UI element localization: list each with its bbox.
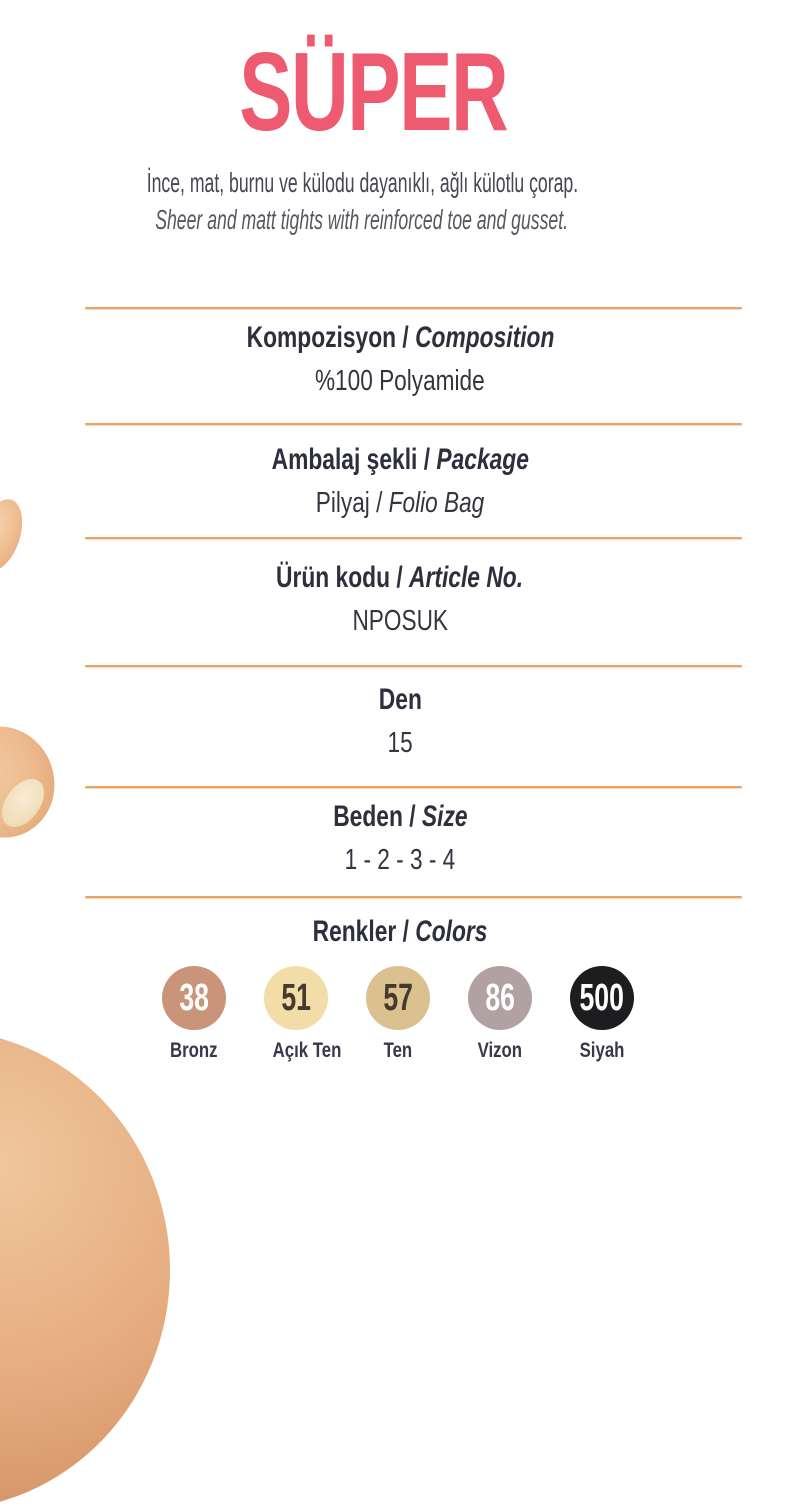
spec-label-tr: Kompozisyon	[246, 321, 396, 354]
page-title-text: SÜPER	[238, 30, 508, 155]
swatch-code: 51	[281, 977, 311, 1019]
color-swatch-ten	[366, 966, 430, 1062]
swatch-code: 57	[383, 977, 413, 1019]
swatch-code: 38	[179, 977, 209, 1019]
description-english: Sheer and matt tights with reinforced toe and gusset.	[155, 204, 569, 235]
spec-composition	[0, 318, 800, 400]
divider-line	[85, 665, 742, 667]
spec-den	[0, 680, 800, 762]
colors-heading	[0, 912, 800, 952]
colors-separator: /	[396, 915, 416, 948]
spec-value: %100 Polyamide	[315, 365, 485, 397]
color-swatch-acik-ten	[264, 966, 342, 1062]
spec-heading	[0, 797, 800, 837]
swatch-code: 500	[579, 977, 625, 1019]
spec-label-en: Article No.	[409, 561, 524, 594]
swatch-circle	[162, 966, 226, 1030]
divider-line	[85, 896, 742, 898]
page-title	[0, 30, 800, 155]
swatch-circle	[264, 966, 328, 1030]
swatch-circle	[366, 966, 430, 1030]
spec-heading	[0, 558, 800, 598]
spec-value: 1 - 2 - 3 - 4	[344, 844, 456, 876]
swatch-code: 86	[485, 977, 515, 1019]
swatch-circle	[570, 966, 634, 1030]
spec-separator: /	[417, 443, 437, 476]
spec-article-no	[0, 558, 800, 640]
photo-fragment-leg	[0, 1030, 170, 1510]
spec-separator: /	[402, 800, 422, 833]
color-swatch-bronz	[162, 966, 226, 1062]
divider-line	[85, 537, 742, 539]
swatch-name: Vizon	[477, 1039, 523, 1062]
color-swatch-siyah	[570, 966, 634, 1062]
spec-separator: /	[395, 321, 415, 354]
spec-label-tr: Ürün kodu	[276, 561, 391, 594]
spec-heading	[0, 680, 800, 720]
spec-label-en: Composition	[414, 321, 554, 354]
spec-package	[0, 440, 800, 522]
spec-heading	[0, 318, 800, 358]
colors-label-tr: Renkler	[312, 915, 397, 948]
spec-label-en: Size	[421, 800, 468, 833]
divider-line	[85, 307, 742, 309]
swatch-name: Bronz	[170, 1039, 218, 1062]
swatch-name: Ten	[383, 1039, 413, 1062]
spec-label-tr: Ambalaj şekli	[271, 443, 418, 476]
divider-line	[85, 423, 742, 425]
swatch-circle	[468, 966, 532, 1030]
product-description	[0, 164, 800, 238]
spec-value: 15	[387, 727, 413, 759]
description-turkish: İnce, mat, burnu ve külodu dayanıklı, ağlı külotlu çorap.	[146, 167, 578, 198]
swatch-name: Açık Ten	[272, 1039, 342, 1062]
spec-size	[0, 797, 800, 879]
spec-label-en: Package	[436, 443, 529, 476]
divider-line	[85, 786, 742, 788]
spec-separator: /	[390, 561, 410, 594]
color-swatch-vizon	[468, 966, 532, 1062]
spec-value: Pilyaj / Folio Bag	[315, 487, 485, 519]
swatch-name: Siyah	[579, 1039, 625, 1062]
colors-label-en: Colors	[415, 915, 488, 948]
color-swatch-row	[0, 966, 796, 1062]
spec-value: NPOSUK	[352, 605, 448, 637]
spec-label-tr: Beden	[332, 800, 403, 833]
spec-label-tr: Den	[378, 683, 422, 716]
spec-heading	[0, 440, 800, 480]
